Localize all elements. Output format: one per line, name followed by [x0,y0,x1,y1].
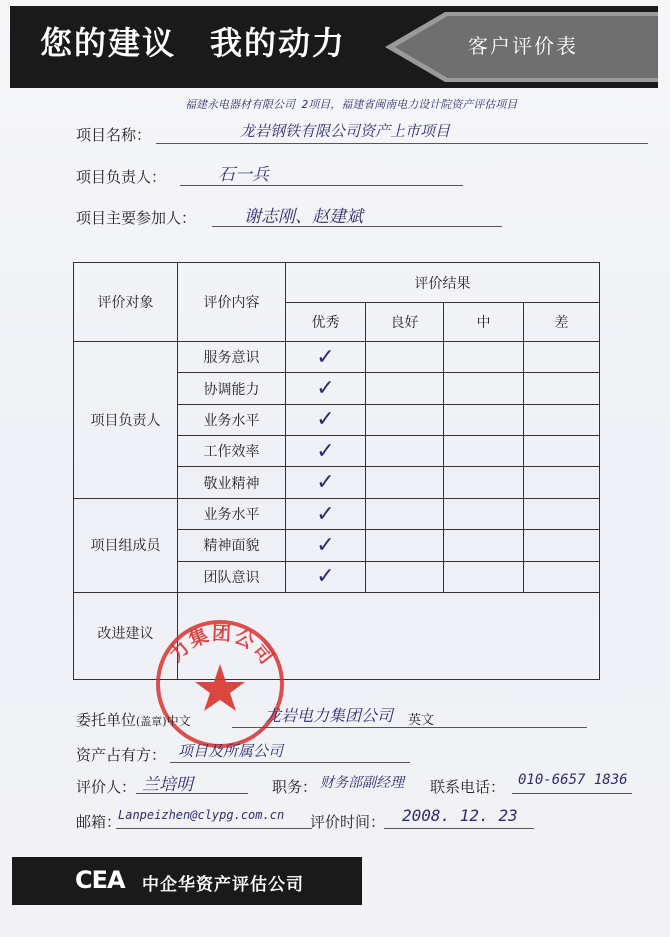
project-name-handwritten-line1: 福建永电器材有限公司 2项目，福建省闽南电力设计院资产评估项目 [185,98,518,111]
improve-label: 改进建议 [74,592,178,679]
check-mark: ✓ [286,341,366,372]
stamp-text: 力集团公司 [164,622,279,670]
header-tag-label: 客户评价表 [468,34,578,58]
header-result: 评价结果 [286,263,600,303]
grade-good: 良好 [366,303,444,341]
asset-owner-label: 资产占有方： [76,746,167,764]
check-mark: ✓ [286,373,366,404]
grade-poor: 差 [524,303,600,341]
asset-owner-underline [170,762,410,763]
footer-company-name: 中企华资产评估公司 [142,875,304,895]
svg-text:力集团公司 [164,623,279,670]
item-coordination: 协调能力 [178,373,286,404]
email-value: Lanpeizhen@clypg.com.cn [118,808,285,822]
project-name-label: 项目名称： [76,126,152,144]
item-dedication: 敬业精神 [178,467,286,498]
eval-time-label: 评价时间： [310,813,386,831]
group-leader: 项目负责人 [74,341,178,498]
eval-time-value: 2008. 12. 23 [402,806,518,825]
eval-time-underline [384,828,534,829]
header-title: 您的建议 我的动力 [40,24,347,62]
item-teamwork: 团队意识 [178,561,286,592]
item-business-level: 业务水平 [178,404,286,435]
asset-owner-value: 项目及所属公司 [178,742,284,760]
item-member-business: 业务水平 [178,498,286,529]
phone-value: 010-6657 1836 [518,772,628,788]
item-spirit: 精神面貌 [178,530,286,561]
client-unit-en-label: 英文 [408,713,435,728]
project-leader-label: 项目负责人： [76,168,167,186]
check-mark: ✓ [286,498,366,529]
project-leader-underline [180,185,463,186]
phone-label: 联系电话： [430,778,506,796]
evaluator-value: 兰培明 [142,775,193,795]
company-seal-stamp [150,612,290,752]
evaluator-underline [136,793,248,794]
evaluator-label: 评价人： [76,778,137,796]
grade-excellent: 优秀 [286,303,366,341]
phone-underline [512,793,632,794]
check-mark: ✓ [286,530,366,561]
check-mark: ✓ [286,561,366,592]
client-unit-underline [232,727,587,728]
item-efficiency: 工作效率 [178,436,286,467]
client-unit-label: 委托单位(盖章)中文 [76,711,191,729]
check-mark: ✓ [286,467,366,498]
header-content: 评价内容 [178,263,286,342]
position-value: 财务部副经理 [320,775,404,791]
project-members-label: 项目主要参加人： [76,209,197,227]
check-mark: ✓ [286,436,366,467]
position-label: 职务： [272,778,318,796]
cea-logo: CEA [75,866,125,894]
project-leader-value: 石一兵 [218,165,269,185]
email-underline [116,828,312,829]
project-members-value: 谢志刚、赵建斌 [244,207,363,227]
project-name-handwritten-line2: 龙岩钢铁有限公司资产上市项目 [240,122,451,140]
project-name-underline [156,143,648,144]
email-label: 邮箱： [76,813,122,831]
header-object: 评价对象 [74,263,178,342]
group-members: 项目组成员 [74,498,178,592]
client-unit-value: 龙岩电力集团公司 [265,706,394,725]
grade-medium: 中 [444,303,524,341]
item-service: 服务意识 [178,341,286,372]
check-mark: ✓ [286,404,366,435]
project-members-underline [212,226,502,227]
